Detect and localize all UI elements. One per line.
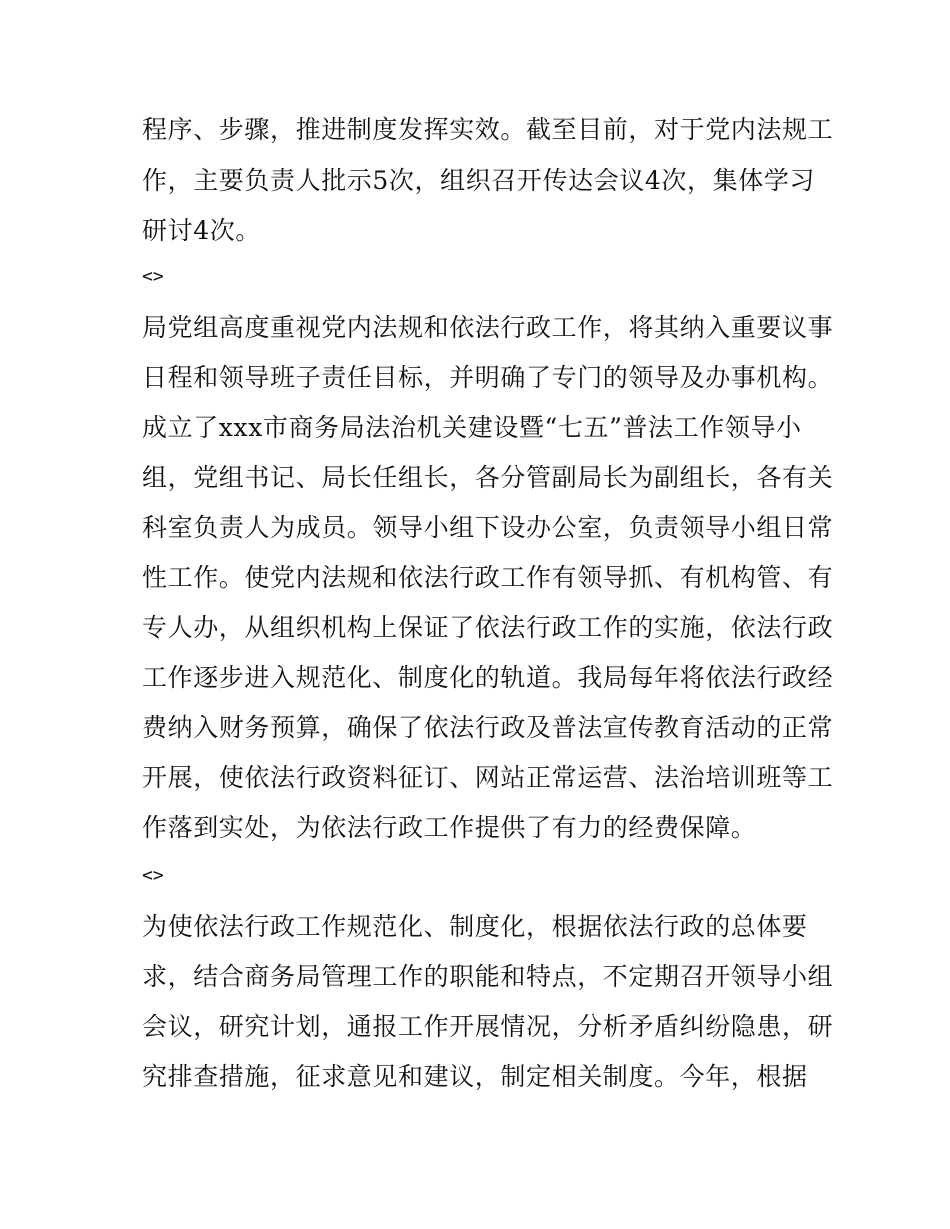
text-line: 会议，研究计划，通报工作开展情况，分析矛盾纠纷隐患，研 xyxy=(142,1012,834,1041)
text-line: 专人办，从组织机构上保证了依法行政工作的实施，依法行政 xyxy=(142,613,834,642)
text-line: 作落到实处，为依法行政工作提供了有力的经费保障。 xyxy=(142,813,757,842)
section-marker: <> xyxy=(142,266,164,287)
text-line: 性工作。使党内法规和依法行政工作有领导抓、有机构管、有 xyxy=(142,563,834,592)
text-line: 成立了xxx市商务局法治机关建设暨“七五”普法工作领导小 xyxy=(142,413,802,442)
text-line: 组，党组书记、局长任组长，各分管副局长为副组长，各有关 xyxy=(142,463,834,492)
text-line: 开展，使依法行政资料征订、网站正常运营、法治培训班等工 xyxy=(142,763,834,792)
text-line: 究排查措施，征求意见和建议，制定相关制度。今年，根据 xyxy=(142,1062,808,1091)
text-line: 求，结合商务局管理工作的职能和特点，不定期召开领导小组 xyxy=(142,962,834,991)
text-line: 局党组高度重视党内法规和依法行政工作，将其纳入重要议事 xyxy=(142,313,834,342)
text-line: 日程和领导班子责任目标，并明确了专门的领导及办事机构。 xyxy=(142,363,834,392)
text-line: 工作逐步进入规范化、制度化的轨道。我局每年将依法行政经 xyxy=(142,663,834,692)
text-line: 程序、步骤，推进制度发挥实效。截至目前，对于党内法规工 xyxy=(142,115,834,144)
text-line: 作，主要负责人批示5次，组织召开传达会议4次，集体学习 xyxy=(142,166,816,195)
text-line: 费纳入财务预算，确保了依法行政及普法宣传教育活动的正常 xyxy=(142,713,834,742)
text-line: 科室负责人为成员。领导小组下设办公室，负责领导小组日常 xyxy=(142,513,834,542)
section-marker: <> xyxy=(142,865,164,886)
text-line: 研讨4次。 xyxy=(142,216,261,245)
text-line: 为使依法行政工作规范化、制度化，根据依法行政的总体要 xyxy=(142,912,808,941)
